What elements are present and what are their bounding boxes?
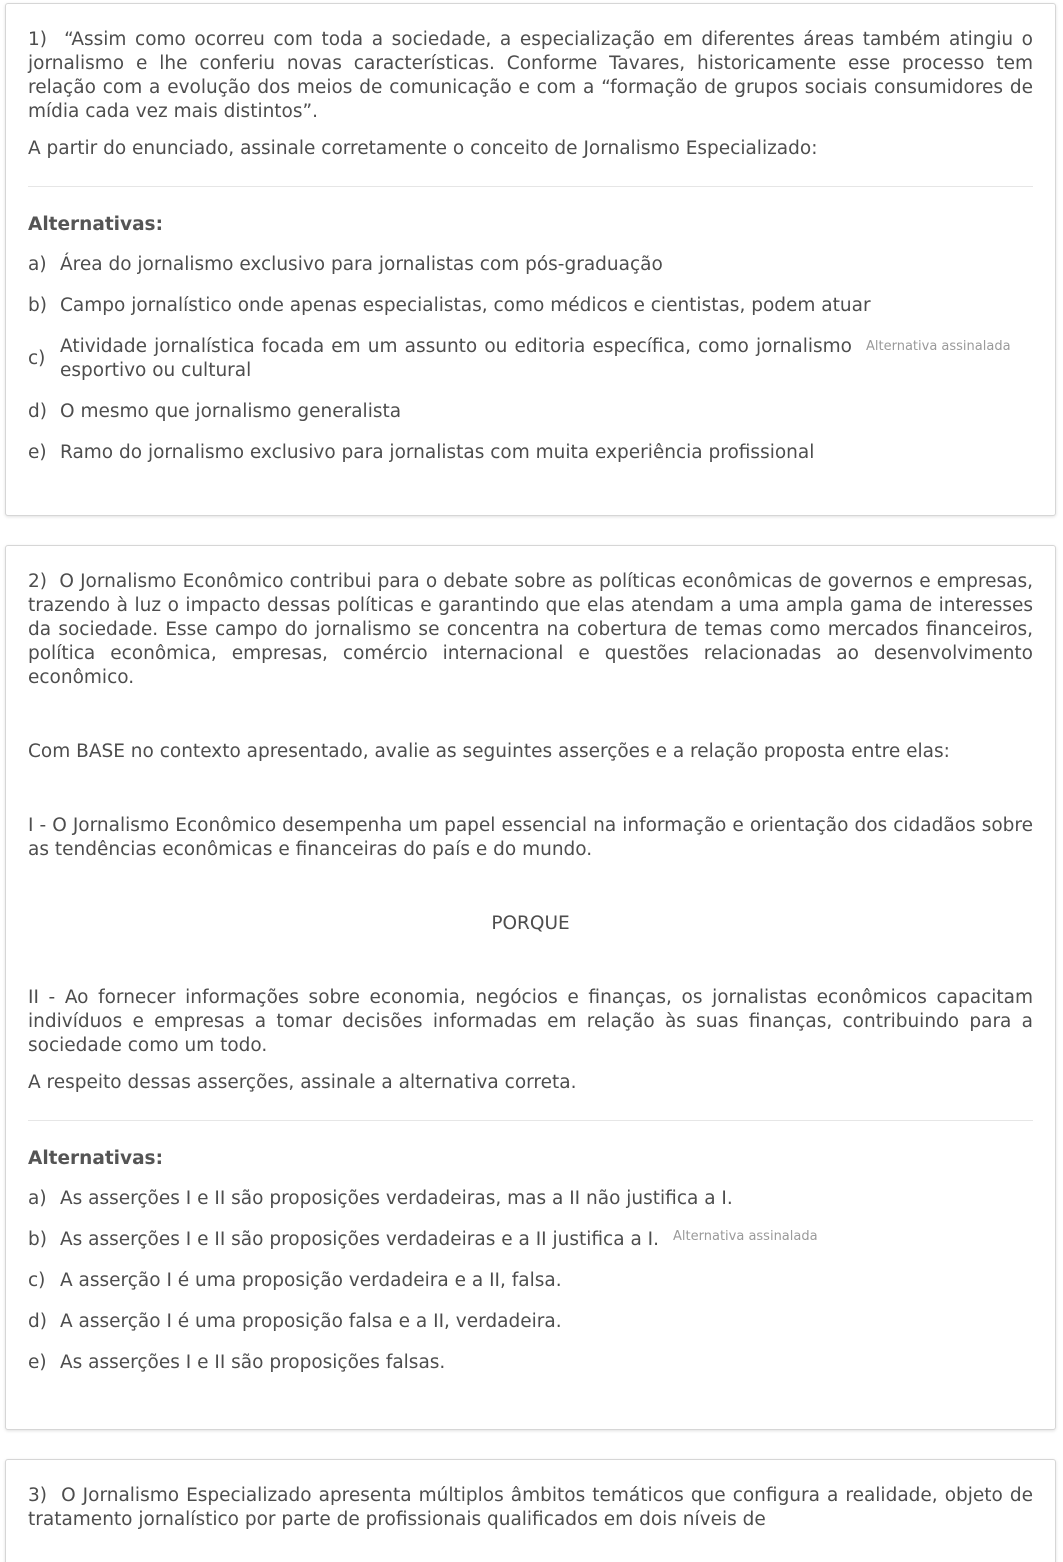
alternative-text: As asserções I e II são proposições verdadeiras e a II justifica a I. bbox=[60, 1229, 660, 1250]
divider bbox=[28, 1120, 1033, 1121]
question-1-alternative-c[interactable] bbox=[28, 335, 1033, 383]
alternative-text: Atividade jornalística focada em um assunto ou editoria específica, como jornalismo esportivo ou cultural bbox=[60, 336, 852, 381]
question-3-paragraph-1: O Jornalismo Especializado apresenta múltiplos âmbitos temáticos que configura a realidade, objeto de tratamento jornalístico por parte de profissionais qualificados em dois níveis de bbox=[28, 1485, 1034, 1530]
alternatives-heading: Alternativas: bbox=[28, 214, 163, 235]
question-2-prompt: A respeito dessas asserções, assinale a alternativa correta. bbox=[28, 1072, 577, 1093]
alternative-text: Área do jornalismo exclusivo para jornalistas com pós-graduação bbox=[60, 254, 663, 275]
alternative-letter: a) bbox=[28, 1188, 47, 1209]
alternative-letter: e) bbox=[28, 1352, 47, 1373]
alternative-text: Ramo do jornalismo exclusivo para jornalistas com muita experiência profissional bbox=[60, 442, 815, 463]
question-1-alternative-a[interactable] bbox=[28, 253, 1033, 277]
selected-alternative-marker: Alternativa assinalada bbox=[673, 1229, 818, 1244]
question-card-2 bbox=[5, 545, 1056, 1430]
alternative-letter: e) bbox=[28, 442, 47, 463]
question-2-assertion-2: II - Ao fornecer informações sobre economia, negócios e finanças, os jornalistas econômicos capacitam indivíduos e empresas a tomar decisões informadas em relação às suas finanças, contribuindo para a sociedade como um todo. bbox=[28, 987, 1033, 1056]
question-card-1 bbox=[5, 3, 1056, 516]
alternative-text: O mesmo que jornalismo generalista bbox=[60, 401, 402, 422]
question-2-statement bbox=[28, 570, 1033, 690]
alternative-letter: b) bbox=[28, 1229, 47, 1250]
question-2-alternative-c[interactable] bbox=[28, 1269, 1033, 1293]
alternative-text: Campo jornalístico onde apenas especialistas, como médicos e cientistas, podem atuar bbox=[60, 295, 871, 316]
question-3-number: 3) bbox=[28, 1485, 47, 1506]
question-1-paragraph-1: “Assim como ocorreu com toda a sociedade, a especialização em diferentes áreas também atingiu o jornalismo e lhe conferiu novas características. Conforme Tavares, historicamente esse processo tem relação com a evolução dos meios de comunicação e com a “formação de grupos sociais consumidores de mídia cada vez mais distintos”. bbox=[28, 29, 1033, 122]
selected-alternative-marker: Alternativa assinalada bbox=[866, 339, 1011, 354]
alternative-text: A asserção I é uma proposição falsa e a II, verdadeira. bbox=[60, 1311, 562, 1332]
alternative-letter: a) bbox=[28, 254, 47, 275]
alternative-letter: c) bbox=[28, 348, 46, 369]
alternative-letter: c) bbox=[28, 1270, 46, 1291]
question-1-number: 1) bbox=[28, 29, 47, 50]
alternatives-heading: Alternativas: bbox=[28, 1148, 163, 1169]
question-1-alternative-d[interactable] bbox=[28, 400, 1033, 424]
question-2-alternative-e[interactable] bbox=[28, 1351, 1033, 1375]
question-1-prompt: A partir do enunciado, assinale corretamente o conceito de Jornalismo Especializado: bbox=[28, 138, 818, 159]
question-2-assertion-1: I - O Jornalismo Econômico desempenha um papel essencial na informação e orientação dos cidadãos sobre as tendências econômicas e financeiras do país e do mundo. bbox=[28, 815, 1033, 860]
question-1-alternative-e[interactable] bbox=[28, 441, 1033, 465]
question-1-statement bbox=[28, 28, 1033, 124]
question-card-3 bbox=[5, 1459, 1056, 1562]
question-1-alternative-b[interactable] bbox=[28, 294, 1033, 318]
question-2-alternative-b[interactable] bbox=[28, 1228, 1033, 1252]
question-2-alternative-d[interactable] bbox=[28, 1310, 1033, 1334]
question-2-paragraph-1: O Jornalismo Econômico contribui para o debate sobre as políticas econômicas de governos e empresas, trazendo à luz o impacto dessas políticas e garantindo que elas atendam a uma ampla gama de interesses da sociedade. Esse campo do jornalismo se concentra na cobertura de temas como mercados financeiros, política econômica, empresas, comércio internacional e questões relacionadas ao desenvolvimento econômico. bbox=[28, 571, 1033, 688]
question-2-paragraph-2: Com BASE no contexto apresentado, avalie as seguintes asserções e a relação proposta entre elas: bbox=[28, 741, 950, 762]
alternative-letter: b) bbox=[28, 295, 47, 316]
alternative-letter: d) bbox=[28, 401, 47, 422]
question-2-porque: PORQUE bbox=[491, 913, 570, 934]
question-2-number: 2) bbox=[28, 571, 47, 592]
question-3-statement bbox=[28, 1484, 1033, 1532]
alternative-text: As asserções I e II são proposições verdadeiras, mas a II não justifica a I. bbox=[60, 1188, 733, 1209]
alternative-letter: d) bbox=[28, 1311, 47, 1332]
alternative-text: A asserção I é uma proposição verdadeira e a II, falsa. bbox=[60, 1270, 562, 1291]
alternative-text: As asserções I e II são proposições falsas. bbox=[60, 1352, 446, 1373]
divider bbox=[28, 186, 1033, 187]
question-2-alternative-a[interactable] bbox=[28, 1187, 1033, 1211]
